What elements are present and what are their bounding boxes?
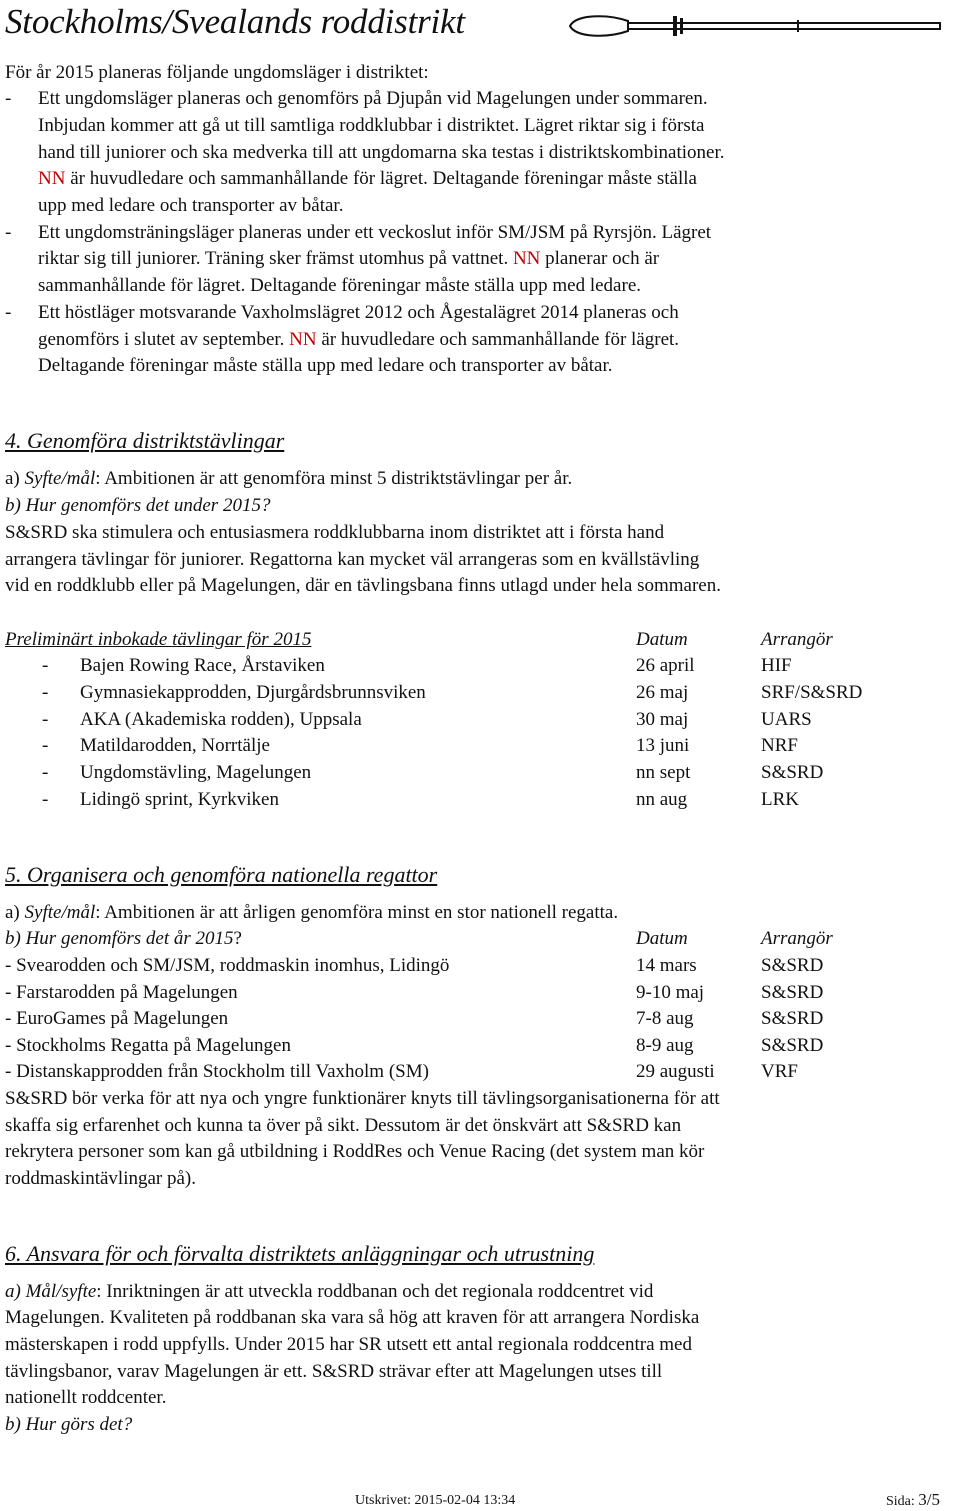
section-6-heading: 6. Ansvara för och förvalta distriktets anläggningar och utrustning [5, 1241, 595, 1266]
competition-name: Lidingö sprint, Kyrkviken [80, 789, 279, 810]
list-dash: - [5, 302, 12, 323]
competition-date: 26 april [636, 655, 695, 676]
section-5-para-1: S&SRD bör verka för att nya och yngre funktionärer knyts till tävlingsorganisationerna för att [5, 1088, 720, 1109]
section-5-para-3: rekrytera personer som kan gå utbildning i RoddRes och Venue Racing (det system man kör [5, 1141, 705, 1162]
competition-name: AKA (Akademiska rodden), Uppsala [80, 709, 362, 730]
camp-2-line-3: sammanhållande för lägret. Deltagande föreningar måste ställa upp med ledare. [38, 275, 641, 296]
regattas-organizer-header: Arrangör [761, 928, 833, 949]
regatta-date: 9-10 maj [636, 982, 705, 1003]
intro-text: För år 2015 planeras följande ungdomsläger i distriktet: [5, 62, 429, 83]
section-6-para-5: nationellt roddcenter. [5, 1387, 167, 1408]
list-dash: - [42, 762, 49, 783]
section-5-how: b) Hur genomförs det år 2015? [5, 928, 242, 949]
regatta-organizer: S&SRD [761, 982, 824, 1003]
competition-date: nn aug [636, 789, 688, 810]
camp-1-line-4: NN är huvudledare och sammanhållande för lägret. Deltagande föreningar måste ställa [38, 168, 697, 189]
competition-name: Ungdomstävling, Magelungen [80, 762, 312, 783]
section-4-para-2: arrangera tävlingar för juniorer. Regattorna kan mycket väl arrangeras som en kvällstävling [5, 549, 700, 570]
regatta-name: - Farstarodden på Magelungen [5, 982, 238, 1003]
competition-date: 30 maj [636, 709, 689, 730]
camp-3-line-2: genomförs i slutet av september. NN är huvudledare och sammanhållande för lägret. [38, 329, 680, 350]
camp-1-line-3: hand till juniorer och ska medverka till att ungdomarna ska testas i distriktskombinationer. [38, 142, 725, 163]
regatta-organizer: S&SRD [761, 1008, 824, 1029]
competitions-organizer-header: Arrangör [761, 629, 833, 650]
regatta-date: 29 augusti [636, 1061, 715, 1082]
list-dash: - [5, 222, 12, 243]
section-6-para-4: tävlingsbanor, varav Magelungen är ett. S&SRD strävar efter att Magelungen utses till [5, 1361, 663, 1382]
regatta-organizer: VRF [761, 1061, 798, 1082]
regatta-date: 7-8 aug [636, 1008, 694, 1029]
camp-2-line-1: Ett ungdomsträningsläger planeras under ett veckoslut inför SM/JSM på Ryrsjön. Lägret [38, 222, 712, 243]
camp-2-line-2: riktar sig till juniorer. Träning sker främst utomhus på vattnet. NN planerar och är [38, 248, 660, 269]
section-4-para-3: vid en roddklubb eller på Magelungen, där en tävlingsbana finns utlagd under hela sommaren. [5, 575, 721, 596]
page-title: Stockholms/Svealands roddistrikt [5, 2, 465, 41]
camp-3-line-3: Deltagande föreningar måste ställa upp med ledare och transporter av båtar. [38, 355, 613, 376]
regatta-name: - Svearodden och SM/JSM, roddmaskin inomhus, Lidingö [5, 955, 450, 976]
competition-organizer: SRF/S&SRD [761, 682, 863, 703]
regattas-date-header: Datum [636, 928, 688, 949]
nn-placeholder: NN [38, 168, 66, 189]
list-dash: - [42, 735, 49, 756]
regatta-date: 14 mars [636, 955, 697, 976]
competition-date: 26 maj [636, 682, 689, 703]
competition-name: Bajen Rowing Race, Årstaviken [80, 655, 325, 676]
camp-1-line-5: upp med ledare och transporter av båtar. [38, 195, 344, 216]
section-5-para-4: roddmaskintävlingar på). [5, 1168, 197, 1189]
competition-date: 13 juni [636, 735, 690, 756]
competitions-date-header: Datum [636, 629, 688, 650]
camp-3-line-1: Ett höstläger motsvarande Vaxholmslägret 2012 och Ågestalägret 2014 planeras och [38, 302, 679, 323]
section-6-para-2: Magelungen. Kvaliteten på roddbanan ska vara så hög att kraven för att arrangera Nordiska [5, 1307, 700, 1328]
competition-name: Matildarodden, Norrtälje [80, 735, 270, 756]
list-dash: - [42, 682, 49, 703]
regatta-organizer: S&SRD [761, 1035, 824, 1056]
list-dash: - [42, 789, 49, 810]
camp-1-line-1: Ett ungdomsläger planeras och genomförs på Djupån vid Magelungen under sommaren. [38, 88, 708, 109]
regatta-date: 8-9 aug [636, 1035, 694, 1056]
competition-date: nn sept [636, 762, 691, 783]
section-5-heading: 5. Organisera och genomföra nationella regattor [5, 862, 438, 887]
section-6-para-3: mästerskapen i rodd uppfylls. Under 2015 har SR utsett ett antal regionala roddcentra med [5, 1334, 692, 1355]
nn-placeholder: NN [512, 248, 541, 269]
competition-organizer: S&SRD [761, 762, 824, 783]
oar-icon [568, 10, 948, 42]
regatta-organizer: S&SRD [761, 955, 824, 976]
regatta-name: - Distanskapprodden från Stockholm till Vaxholm (SM) [5, 1061, 429, 1082]
section-6-how: b) Hur görs det? [5, 1414, 133, 1435]
section-5-goal: a) Syfte/mål: Ambitionen är att årligen genomföra minst en stor nationell regatta. [5, 902, 619, 923]
regatta-name: - EuroGames på Magelungen [5, 1008, 229, 1029]
list-dash: - [42, 709, 49, 730]
page-number: Sida: 3/5 [886, 1490, 941, 1509]
competition-organizer: NRF [761, 735, 798, 756]
section-4-heading: 4. Genomföra distriktstävlingar [5, 428, 285, 453]
section-4-how: b) Hur genomförs det under 2015? [5, 495, 271, 516]
section-4-goal: a) Syfte/mål: Ambitionen är att genomföra minst 5 distriktstävlingar per år. [5, 468, 573, 489]
section-4-para-1: S&SRD ska stimulera och entusiasmera roddklubbarna inom distriktet att i första hand [5, 522, 665, 543]
list-dash: - [5, 88, 12, 109]
competition-organizer: LRK [761, 789, 799, 810]
list-dash: - [42, 655, 49, 676]
section-6-para-1: a) Mål/syfte: Inriktningen är att utveckla roddbanan och det regionala roddcentret vid [5, 1281, 654, 1302]
section-5-para-2: skaffa sig erfarenhet och kunna ta över på sikt. Dessutom är det önskvärt att S&SRD kan [5, 1115, 682, 1136]
competition-organizer: HIF [761, 655, 792, 676]
camp-1-line-2: Inbjudan kommer att gå ut till samtliga roddklubbar i distriktet. Lägret riktar sig i första [38, 115, 705, 136]
competition-name: Gymnasiekapprodden, Djurgårdsbrunnsviken [80, 682, 426, 703]
printed-timestamp: Utskrivet: 2015-02-04 13:34 [355, 1493, 516, 1508]
regatta-name: - Stockholms Regatta på Magelungen [5, 1035, 291, 1056]
competitions-title: Preliminärt inbokade tävlingar för 2015 [5, 629, 312, 650]
competition-organizer: UARS [761, 709, 812, 730]
nn-placeholder: NN [289, 329, 317, 350]
